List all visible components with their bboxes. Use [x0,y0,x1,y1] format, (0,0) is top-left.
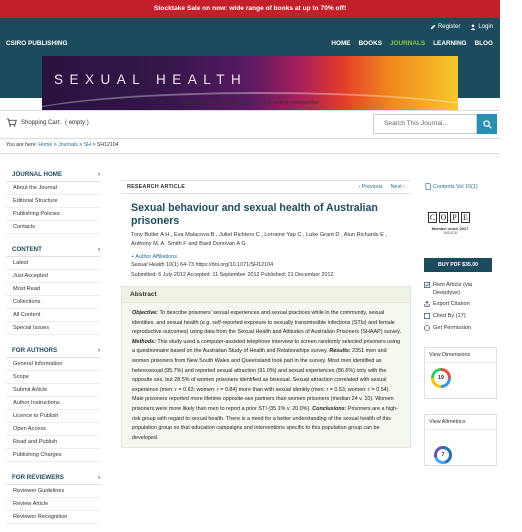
next-link[interactable]: Next › [390,184,405,190]
chevron-left-icon: ‹ [358,184,362,190]
account-links [430,24,493,30]
sidebar-item[interactable]: Most Read [6,283,100,296]
sidebar-item[interactable]: About the Journal [6,182,100,195]
sidebar-item[interactable]: Latest [6,257,100,270]
article-title: Sexual behaviour and sexual health of Australian prisoners [131,202,378,227]
previous-link[interactable]: ‹ Previous [358,184,383,190]
dimensions-title: View Dimensions [425,348,496,363]
breadcrumb-home[interactable]: Home [38,142,53,148]
article-type: RESEARCH ARTICLE [127,184,186,190]
altmetric-donut[interactable] [434,446,452,464]
sidebar-group-journal-home [6,167,100,234]
sidebar-item[interactable]: Publishing Policies [6,208,100,221]
nav-journals[interactable]: JOURNALS [390,40,426,47]
sidebar-item[interactable]: All Content [6,309,100,322]
document-icon [425,183,431,190]
breadcrumb-journals[interactable]: Journals [58,142,78,148]
sidebar-item[interactable]: Publishing Charges [6,449,100,462]
article-toolbar [121,180,411,194]
abstract-heading: Abstract [122,287,410,303]
breadcrumb: You are here: Home > Journals > SH > SH12104 [6,142,119,148]
article-content [121,180,411,448]
nav-learning[interactable]: LEARNING [433,40,467,47]
cope-member-text: Member since 2017 [431,226,469,231]
site-logo[interactable]: CSIRO PUBLISHING [6,40,68,47]
cart-icon [6,118,17,127]
sidebar-group-content [6,242,100,335]
search-input[interactable]: Search This Journal... [373,114,477,134]
abstract-text: Objective: To describe prisoners' sexual experiences and sexual practices while in the community, sexual identities, and sexual health (e.g. self-reported exposure to sexually transmissible infections (STIs) and female reproductive outcomes) using data from the Sexual Health and Attitudes of Australian Prisoners (SHAAP) survey. Methods: This study used a computer-assisted telephone interview to screen randomly selected prisoners using a questionnaire based on the Australian Study of Health and Relationships survey. Results: 2351 men and women prisoners from New South Wales and Queensland took part in the survey. Most men identified as heterosexual (95.7%) and reported sexual attraction (91.0%) and sexual experiences (86.6%) only with the opposite sex, but 28.5% of women prisoners identified as bisexual. Sexual attraction correlated with sexual experience (men: r = 0.63; women: r = 0.84) more than with sexual identity (men: r = 0.53; women: r = 0.54). Male prisoners reported more lifetime opposite-sex partners than women prisoners (median 24 v. 10). Women prisoners were more likely than men to report a prior STI (35.1% v. 20.0%). Conclusions: Prisoners are a high-risk group with regard to sexual health. There is a need for a better understanding of the sexual health of this population group so that education campaigns and interventions specific to this population group can be developed. [132,310,401,441]
sidebar-item[interactable]: Contacts [6,221,100,234]
export-citation-link[interactable]: Export Citation [424,301,470,307]
sidebar-heading[interactable]: CONTENT › [6,242,100,257]
abstract-section [121,286,411,448]
divider [0,153,500,154]
chevron-right-icon: › [97,246,100,253]
rent-article-link[interactable]: Rent Article (via [424,282,472,288]
sidebar-group-for-reviewers [6,470,100,524]
nav-home[interactable]: HOME [331,40,351,47]
journal-tagline: Publishing on sexual health from the widest perspective [181,100,319,106]
search-button[interactable] [477,114,497,134]
sidebar-heading[interactable]: JOURNAL HOME › [6,167,100,182]
sidebar-item[interactable]: Reviewer Recognition [6,511,100,524]
breadcrumb-current: SH12104 [96,142,119,148]
altmetrics-title: View Altmetrics [425,415,496,430]
chevron-right-icon: › [401,184,405,190]
chevron-right-icon: › [97,474,100,481]
sidebar-heading[interactable]: FOR REVIEWERS › [6,470,100,485]
citation: Sexual Health 10(1) 64-73 https://doi.org/10.1071/SH12104 [131,262,274,268]
divider [0,138,500,139]
sidebar-item[interactable]: Review Article [6,498,100,511]
sidebar [6,167,100,532]
cited-by-link[interactable]: Cited By (17) [424,313,466,319]
checkbox-icon [424,282,430,288]
login-link[interactable]: Login [470,24,493,30]
cart-label: Shopping Cart: [21,119,62,126]
sidebar-heading[interactable]: FOR AUTHORS › [6,343,100,358]
chevron-right-icon: › [97,347,100,354]
pencil-icon [430,24,436,30]
promo-text: Stocktake Sale on now: wide range of books at up to 70% off! [153,5,347,12]
author-affiliations-toggle[interactable]: + Author Affiliations [131,254,177,260]
chevron-right-icon: › [97,171,100,178]
sidebar-item[interactable]: Scope [6,371,100,384]
sidebar-item[interactable]: Just Accepted [6,270,100,283]
journal-title: SEXUAL HEALTH [54,72,248,87]
user-icon [470,24,476,30]
sidebar-item[interactable]: Submit Article [6,384,100,397]
register-link[interactable]: Register [430,24,460,30]
dimensions-badge[interactable] [431,368,451,388]
sidebar-item[interactable]: Editorial Structure [6,195,100,208]
sidebar-item[interactable]: Licence to Publish [6,410,100,423]
get-permission-link[interactable]: Get Permission [424,325,471,331]
sidebar-item[interactable]: General Information [6,358,100,371]
sidebar-item[interactable]: Open Access [6,423,100,436]
contents-volume-link[interactable]: Contents Vol 10(1) [425,183,478,190]
altmetric-score: 7 [437,449,449,461]
quote-icon [424,313,430,319]
divider [0,110,500,111]
cope-member-id: JM11026 [443,231,457,235]
rent-article-link-line2[interactable]: Deepdyve) [433,290,461,296]
main-nav [331,40,493,47]
sidebar-item[interactable]: Collections [6,296,100,309]
sidebar-item[interactable]: Read and Publish [6,436,100,449]
sidebar-item[interactable]: Special Issues [6,322,100,335]
cope-badge[interactable] [428,212,472,252]
site-header [0,18,500,98]
author-list[interactable]: Tony Butler A H , Eva Malacova B , Juliet Richters C , Lorraine Yap C , Luke Grant D , Alun Richards E , Anthony M. A. Smith F and Basil Donovan A G [131,232,387,247]
cart-status: ( empty ) [65,119,89,126]
sidebar-group-for-authors [6,343,100,462]
shopping-cart[interactable] [6,118,89,127]
cope-logo: C O P E [428,212,472,223]
search-icon [483,120,492,129]
breadcrumb-sh[interactable]: SH [83,142,91,148]
buy-pdf-button[interactable]: BUY PDF $35.00 [424,258,492,272]
copyright-icon [424,325,430,331]
nav-books[interactable]: BOOKS [358,40,382,47]
export-icon [424,301,430,307]
sidebar-item[interactable]: Reviewer Guidelines [6,485,100,498]
nav-blog[interactable]: BLOG [474,40,493,47]
article-dates: Submitted: 6 July 2012 Accepted: 11 September 2012 Published: 21 December 2012 [131,272,334,278]
sidebar-item[interactable]: Author Instructions [6,397,100,410]
promo-banner[interactable] [0,0,500,18]
dimensions-count: 19 [434,371,448,385]
